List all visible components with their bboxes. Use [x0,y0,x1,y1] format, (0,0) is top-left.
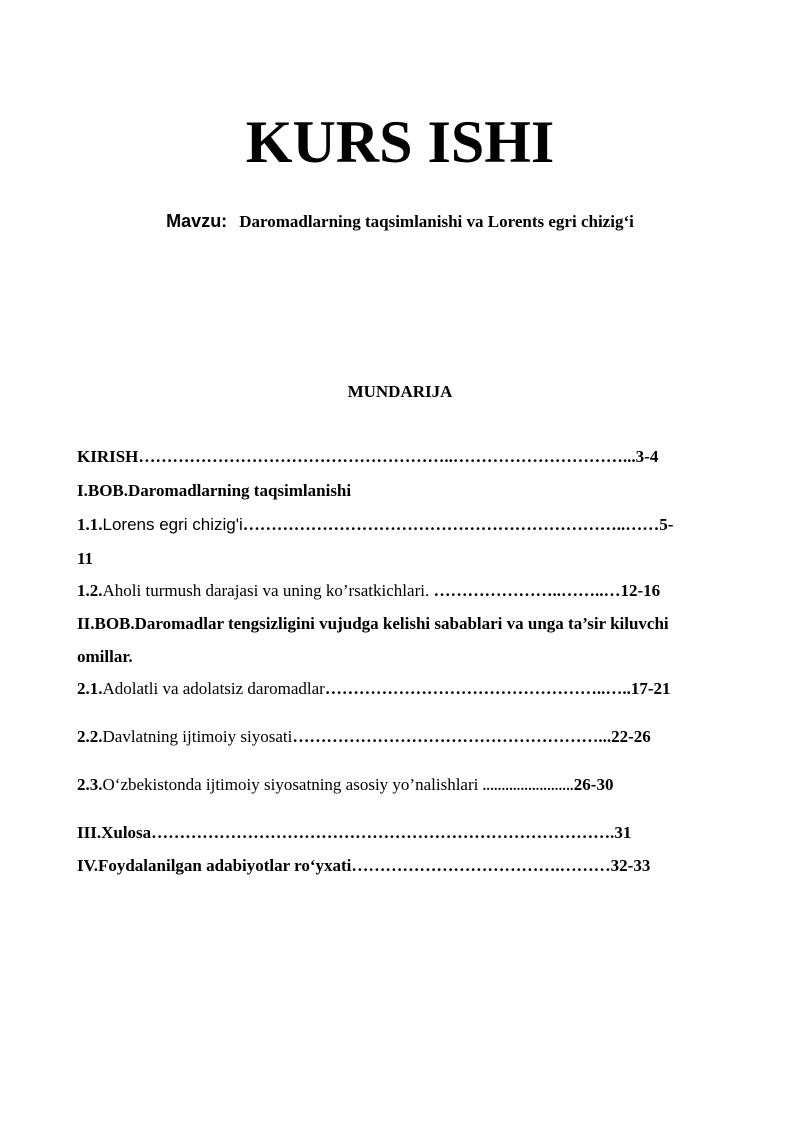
toc-entry-label: III.Xulosa [77,823,152,842]
toc-heading: MUNDARIJA [347,382,453,401]
toc-chapter-label: I.BOB.Daromadlarning taqsimlanishi [77,481,352,500]
topic-label: Mavzu: [166,211,228,231]
toc-entry-1-1-pages-cont [77,548,727,570]
toc-entry-dots: …………………..……..… [433,581,621,600]
toc-entry-pages: 3-4 [635,447,659,466]
toc-entry-dots: ………………………………………………..…………………………... [138,447,636,466]
toc-entry-dots: ………………………………………………………………………. [151,823,615,842]
toc-chapter-2 [77,613,727,635]
toc-entry-references [77,855,727,877]
toc-entry-2-3 [77,774,727,798]
toc-entry-number: 2.2. [77,727,103,746]
toc-entry-title: Aholi turmush darajasi va uning ko’rsatkichlari. [102,581,434,600]
toc-entry-dots: …………………………………………..….. [324,679,631,698]
toc-entry-title: Adolatli va adolatsiz daromadlar [102,679,325,698]
toc-entry-title: O‘zbekistonda ijtimoiy siyosatning asosiy yo’nalishlari [102,775,483,794]
toc-chapter-1 [77,480,727,502]
document-title: KURS ISHI [245,109,555,175]
toc-entry-number: 1.1. [77,515,103,534]
toc-entry-pages: 22-26 [611,727,651,746]
toc-entry-2-1 [77,678,727,700]
toc-entry-2-2 [77,726,727,748]
toc-entry-number: 1.2. [77,581,103,600]
toc-entry-dots: ……………………………….……… [351,856,611,875]
toc-entry-1-2 [77,580,727,602]
toc-entry-xulosa [77,822,727,844]
toc-entry-label: IV.Foydalanilgan adabiyotlar ro‘yxati [77,856,352,875]
toc-entry-kirish [77,446,727,468]
toc-entry-dots: ………………………………………………... [292,727,612,746]
toc-entry-pages: 31 [614,823,632,842]
toc-entry-number: 2.3. [77,775,103,794]
toc-entry-number: 2.1. [77,679,103,698]
toc-chapter-2-cont [77,646,727,668]
toc-entry-pages: 12-16 [620,581,661,600]
toc-chapter-label-continued: omillar. [77,647,133,666]
toc-entry-dots: …………………………………………………………..…… [242,515,660,534]
toc-entry-pages: 32-33 [610,856,651,875]
toc-entry-pages: 17-21 [630,679,671,698]
toc-entry-dots: ........................ [482,779,574,794]
toc-entry-pages: 26-30 [573,775,614,794]
topic-text: Daromadlarning taqsimlanishi va Lorents egri chizig‘i [239,212,634,231]
toc-entry-label: KIRISH [77,447,139,466]
toc-entry-title: Lorens egri chizig'i [102,515,243,534]
toc-entry-title: Davlatning ijtimoiy siyosati [102,727,293,746]
toc-entry-pages-continued: 11 [77,549,94,568]
topic-line [0,211,800,232]
toc-entry-1-1 [77,514,727,536]
toc-entry-pages: 5- [659,515,674,534]
toc-chapter-label: II.BOB.Daromadlar tengsizligini vujudga kelishi sabablari va unga ta’sir kiluvchi [77,614,669,633]
